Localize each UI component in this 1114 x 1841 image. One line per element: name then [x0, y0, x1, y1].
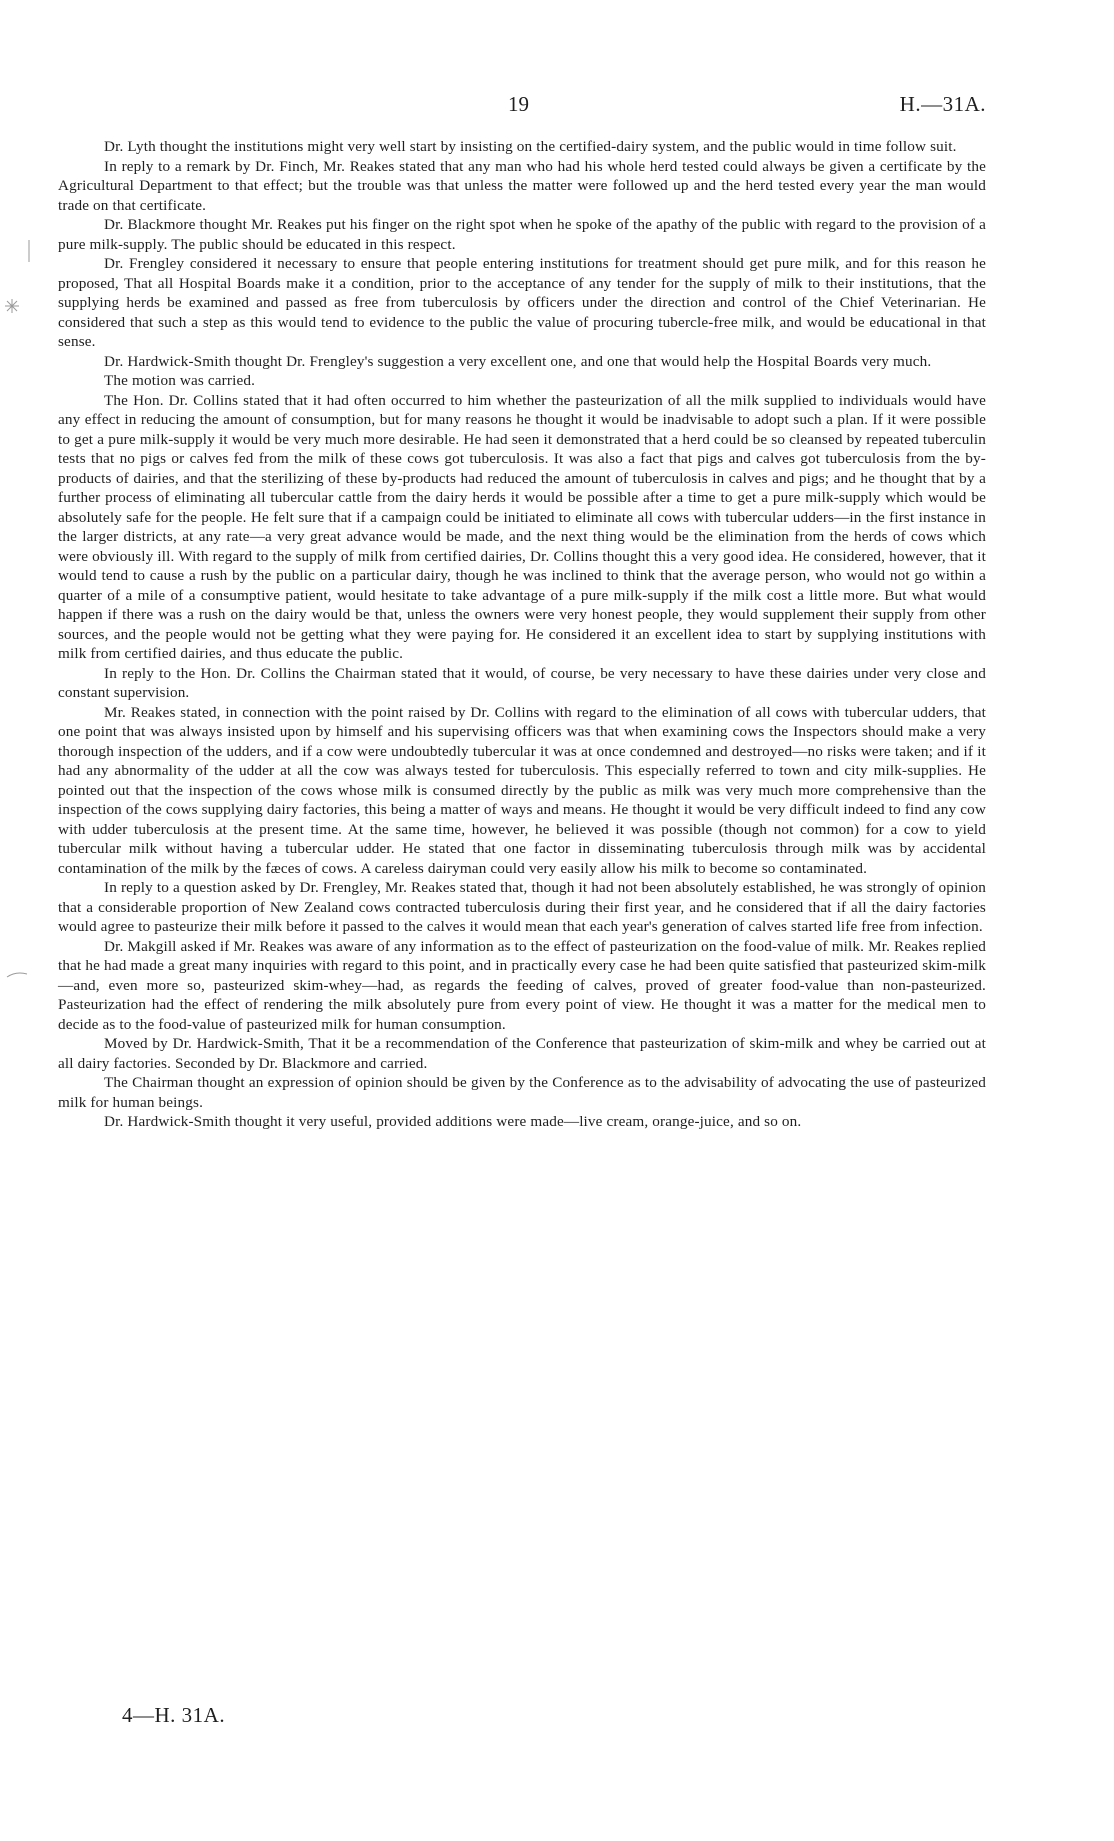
paragraph: In reply to a question asked by Dr. Frengley, Mr. Reakes stated that, though it had not been absolutely established, he was strongly of opinion that a considerable proportion of New Zealand cows contracted tuberculosis during their first year, and he considered that if all the dairy factories would agree to pasteurize their milk before it passed to the calves it would mean that each year's generation of calves started life free from infection.: [58, 879, 986, 935]
page-number: 19: [508, 92, 529, 116]
body-text: [58, 137, 986, 1132]
paragraph: Mr. Reakes stated, in connection with the point raised by Dr. Collins with regard to the elimination of all cows with tubercular udders, that one point that was always insisted upon by himself and his supervising officers was that when examining cows the Inspectors should make a very thorough inspection of the udders, and if a cow were undoubtedly tubercular it was at once condemned and destroyed—no risks were taken; and if it had any abnormality of the udder at all the cow was always tested for tuberculosis. This especially referred to town and city milk-supplies. He pointed out that the inspection of the cows whose milk is consumed directly by the public as milk was very much more comprehensive than the inspection of the cows supplying dairy factories, this being a matter of ways and means. He thought it would be very difficult indeed to find any cow with udder tuberculosis at the present time. At the same time, however, he believed it was possible (though not common) for a cow to yield tubercular milk without having a tubercular udder. He stated that one factor in disseminating tuberculosis through milk was by accidental contamination of the milk by the fæces of cows. A careless dairyman could very easily allow his milk to become so contaminated.: [58, 703, 986, 877]
paragraph: Dr. Lyth thought the institutions might very well start by insisting on the certified-dairy system, and the public would in time follow suit.: [104, 138, 957, 155]
document-reference: H.—31A.: [899, 92, 986, 116]
margin-asterisk-mark: [4, 298, 20, 314]
paragraph: Dr. Frengley considered it necessary to ensure that people entering institutions for treatment should get pure milk, and for this reason he proposed, That all Hospital Boards make it a condition, prior to the acceptance of any tender for the supply of milk to their institutions, that the supplying herds be examined and passed as free from tuberculosis by officers under the direction and control of the Chief Veterinarian. He considered that such a step as this would tend to evidence to the public the value of procuring tubercle-free milk, and would be educational in that sense.: [58, 255, 986, 350]
page-header: [58, 92, 986, 122]
paragraph: The Chairman thought an expression of opinion should be given by the Conference as to the advisability of advocating the use of pasteurized milk for human beings.: [58, 1074, 986, 1111]
margin-tick-mark: [22, 240, 36, 262]
paragraph: Dr. Blackmore thought Mr. Reakes put his finger on the right spot when he spoke of the apathy of the public with regard to the provision of a pure milk-supply. The public should be educated in this respect.: [58, 216, 986, 253]
paragraph: Dr. Makgill asked if Mr. Reakes was aware of any information as to the effect of pasteurization on the food-value of milk. Mr. Reakes replied that he had made a great many inquiries with regard to this point, and in practically every case he had been quite satisfied that pasteurized skim-milk—and, even more so, pasteurized skim-whey—had, as regards the feeding of calves, proved of greater food-value than non-pasteurized. Pasteurization had the effect of rendering the milk absolutely pure from every point of view. He thought it was a matter for the medical men to decide as to the food-value of pasteurized milk for human consumption.: [58, 937, 986, 1033]
paragraph: Dr. Hardwick-Smith thought it very useful, provided additions were made—live cream, orange-juice, and so on.: [104, 1113, 802, 1130]
paragraph: In reply to the Hon. Dr. Collins the Chairman stated that it would, of course, be very necessary to have these dairies under very close and constant supervision.: [58, 664, 986, 701]
paragraph: Dr. Hardwick-Smith thought Dr. Frengley's suggestion a very excellent one, and one that would help the Hospital Boards very much.: [104, 352, 932, 370]
margin-dash-mark: [6, 970, 28, 980]
paragraph: Moved by Dr. Hardwick-Smith, That it be a recommendation of the Conference that pasteurization of skim-milk and whey be carried out at all dairy factories. Seconded by Dr. Blackmore and carried.: [58, 1035, 986, 1072]
paragraph: In reply to a remark by Dr. Finch, Mr. Reakes stated that any man who had his whole herd tested could always be given a certificate by the Agricultural Department to that effect; but the trouble was that unless the matter were followed up and the herd tested every year the man would trade on that certificate.: [58, 157, 986, 214]
paragraph: The motion was carried.: [104, 372, 256, 389]
paragraph: The Hon. Dr. Collins stated that it had often occurred to him whether the pasteurization of all the milk supplied to individuals would have any effect in reducing the amount of consumption, but for many reasons he thought it would be inadvisable to adopt such a plan. If it were possible to get a pure milk-supply it would be very much more desirable. He had seen it demonstrated that a herd could be so cleansed by repeated tuberculin tests that no pigs or calves fed from the milk of these cows got tuberculosis. It was also a fact that pigs and calves got tuberculosis from the by-products of dairies, and that the sterilizing of these by-products had reduced the amount of tuberculosis in calves and pigs; and he thought that by a further process of eliminating all tubercular cattle from the dairy herds it would be possible after a time to get a pure milk-supply which would be absolutely safe for the people. He felt sure that if a campaign could be initiated to eliminate all cows with tubercular udders—in the first instance in the larger districts, at any rate—a very great advance would be made, and the next thing would be the elimination from the herds of cows which were obviously ill. With regard to the supply of milk from certified dairies, Dr. Collins thought this a very good idea. He considered, however, that it would tend to cause a rush by the public on a particular dairy, though he was inclined to think that the average person, who would not go within a quarter of a mile of a consumptive patient, would hesitate to take advantage of a pure milk-supply if the milk cost a little more. But what would happen if there was a rush on the dairy would be that, unless the owners were very honest people, they would supplement their supply from other sources, and the people would not be getting what they were paying for. He considered it an excellent idea to start by supplying institutions with milk from certified dairies, and thus educate the public.: [58, 391, 986, 662]
printer-signature: 4—H. 31A.: [122, 1703, 226, 1727]
